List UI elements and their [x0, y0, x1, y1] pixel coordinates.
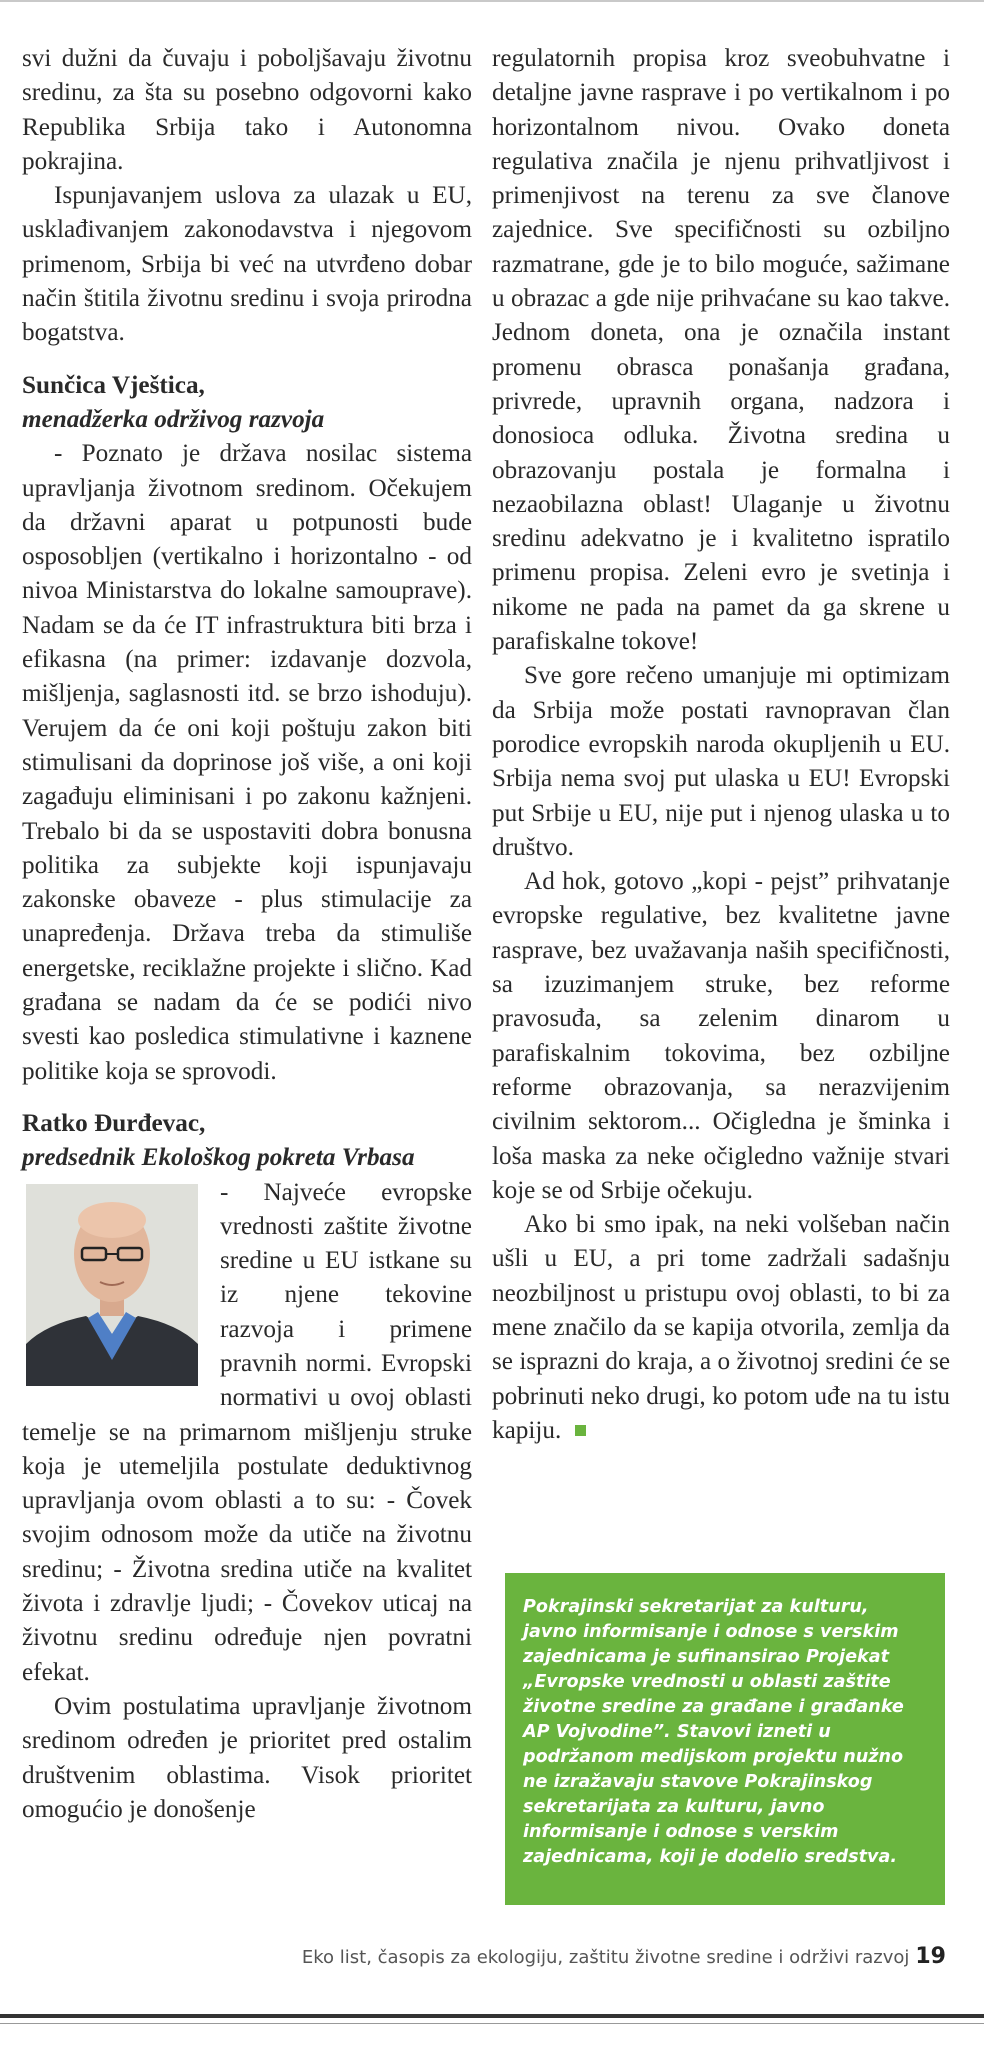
- funding-notice-box: [505, 1573, 945, 1905]
- page-number: 19: [915, 1944, 946, 1969]
- page-footer: [302, 1944, 946, 1969]
- author-role: menadžerka održivog razvoja: [22, 405, 325, 433]
- paragraph: regulatornih propisa kroz sveobuhvatne i detaljne javne rasprave i po vertikalnom i po horizontalnom nivou. Ovako doneta regulativa značila je njenu prihvatljivost i primenjivost na terenu za sve članove zajednice. Sve specifičnosti su ozbiljno razmatrane, gde je to bilo moguće, sažimane u obrazac a gde nije prihvaćane su kao takve. Jednom doneta, ona je označila instant promenu obrasca ponašanja građana, privrede, upravnih organa, nadzora i donosioca odluka. Životna sredina u obrazovanju postala je formalna i nezaobilazna oblast! Ulaganje u životnu sredinu adekvatno je i kvalitetno ispratilo primenu propisa. Zeleni evro je svetinja i nikome ne pada na pamet da ga skrene u parafiskalne tokove!: [492, 45, 950, 656]
- end-of-article-mark: [575, 1425, 586, 1436]
- paragraph: Ovim postulatima upravljanje životnom sredinom određen je prioritet pred ostalim društvenim oblastima. Visok prioritet omogućio je donošenje: [22, 1692, 472, 1823]
- paragraph: svi dužni da čuvaju i poboljšavaju životnu sredinu, za šta su posebno odgovorni kako Republika Srbija tako i Autonomna pokrajina.: [22, 45, 472, 175]
- right-column: [492, 42, 950, 1448]
- paragraph: Ispunjavanjem uslova za ulazak u EU, usklađivanjem zakonodavstva i njegovom primenom, Srbija bi već na utvrđeno dobar način štitila životnu sredinu i svoja prirodna bogatstva.: [22, 182, 472, 347]
- top-rule: [0, 0, 984, 2]
- author-name: Ratko Đurđevac,: [22, 1109, 206, 1137]
- paragraph: Ad hok, gotovo „kopi - pejst” prihvatanje evropske regulative, bez kvalitetne javne rasprave, bez uvažavanja naših specifičnosti, sa izuzimanjem struke, bez reforme pravosuđa, sa zelenim dinarom u parafiskalnim tokovima, bez ozbiljne reforme obrazovanja, sa nerazvijenim civilnim sektorom... Očigledna je šminka i loša maska za neke očigledno važnije stvari koje se od Srbije očekuju.: [492, 868, 950, 1204]
- paragraph-text: Ako bi smo ipak, na neki volšeban način ušli u EU, a pri tome zadržali sadašnju neozbiljnost u pristupu ovoj oblasti, to bi za mene značilo da se kapija otvorila, zemlja da se isprazni do kraja, a o životnoj sredini će se pobrinuti neko drugi, ko potom uđe na tu istu kapiju.: [492, 1211, 950, 1444]
- paragraph: - Najveće evropske vrednosti zaštite životne sredine u EU istkane su iz njene tekovine razvoja i primene pravnih normi. Evropski normativi u ovoj oblasti temelje se na primarnom mišljenju struke koja je utemeljila postulate deduktivnog upravljanja ovom oblasti a to su: - Čovek svojim odnosom može da utiče na životnu sredinu; - Životna sredina utiče na kvalitet života i zdravlje ljudi; - Čovekov uticaj na životnu sredinu određuje njen povratni efekat.: [22, 1178, 472, 1686]
- funding-notice-text: Pokrajinski sekretarijat za kulturu, javno informisanje i odnose s verskim zajednicama je sufinansirao Projekat „Evropske vrednosti u oblasti zaštite životne sredine za građane i građanke AP Vojvodine”. Stavovi izneti u podržanom medijskom projektu nužno ne izražavaju stavove Pokrajinskog sekretarijata za kulturu, javno informisanje i odnose s verskim zajednicama, koji je dodelio sredstva.: [523, 1597, 904, 1867]
- author-name: Sunčica Vještica,: [22, 371, 205, 399]
- bottom-rule-thin: [0, 2023, 984, 2024]
- paragraph: Sve gore rečeno umanjuje mi optimizam da Srbija može postati ravnopravan član porodice evropskih naroda okupljenih u EU. Srbija nema svoj put ulaska u EU! Evropski put Srbije u EU, nije put i njenog ulaska u to društvo.: [492, 662, 950, 861]
- author-photo: [26, 1184, 198, 1386]
- paragraph: - Poznato je država nosilac sistema upravljanja životnom sredinom. Očekujem da državni aparat u potpunosti bude osposobljen (vertikalno i horizontalno - od nivoa Ministarstva do lokalne samouprave). Nadam se da će IT infrastruktura biti brza i efikasna (na primer: izdavanje dozvola, mišljenja, saglasnosti itd. se brzo ishoduju). Verujem da će oni koji poštuju zakon biti stimulisani da doprinose još više, a oni koji zagađuju eliminisani i po zakonu kažnjeni. Trebalo bi da se uspostaviti dobra bonusna politika za subjekte koji ispunjavaju zakonske obaveze - plus stimulacije za unapređenja. Država treba da stimuliše energetske, reciklažne projekte i slično. Kad građana se nadam da će se podići nivo svesti kao posledica stimulativne i kaznene politike koja se sprovodi.: [22, 440, 472, 1085]
- bottom-rule: [0, 2014, 984, 2018]
- paragraph: [492, 1208, 950, 1448]
- footer-publication: Eko list, časopis za ekologiju, zaštitu životne sredine i održivi razvoj: [301, 1947, 910, 1968]
- author-role: predsednik Ekološkog pokreta Vrbasa: [22, 1144, 415, 1172]
- left-column: [22, 42, 472, 1827]
